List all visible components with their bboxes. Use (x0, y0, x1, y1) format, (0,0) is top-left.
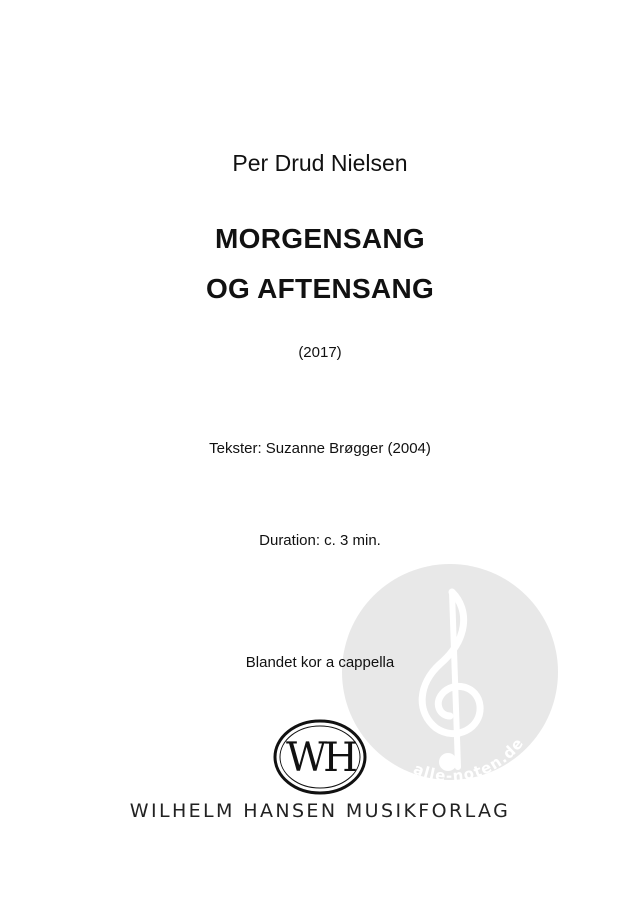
work-title-line-2: OG AFTENSANG (205, 273, 435, 304)
composer-name: Per Drud Nielsen (232, 150, 408, 176)
lyrics-credit: Tekster: Suzanne Brøgger (2004) (209, 440, 431, 457)
composition-year: (2017) (298, 344, 342, 361)
watermark-text: alle-noten.de (410, 734, 528, 782)
work-title-line-1: MORGENSANG (215, 223, 425, 254)
duration: Duration: c. 3 min. (259, 532, 381, 549)
wilhelm-hansen-logo-icon (272, 718, 368, 796)
logo-letters: WH (286, 735, 354, 781)
publisher-name: WILHELM HANSEN MUSIKFORLAG (129, 800, 511, 822)
scoring: Blandet kor a cappella (245, 654, 395, 671)
watermark-seal (340, 562, 560, 782)
